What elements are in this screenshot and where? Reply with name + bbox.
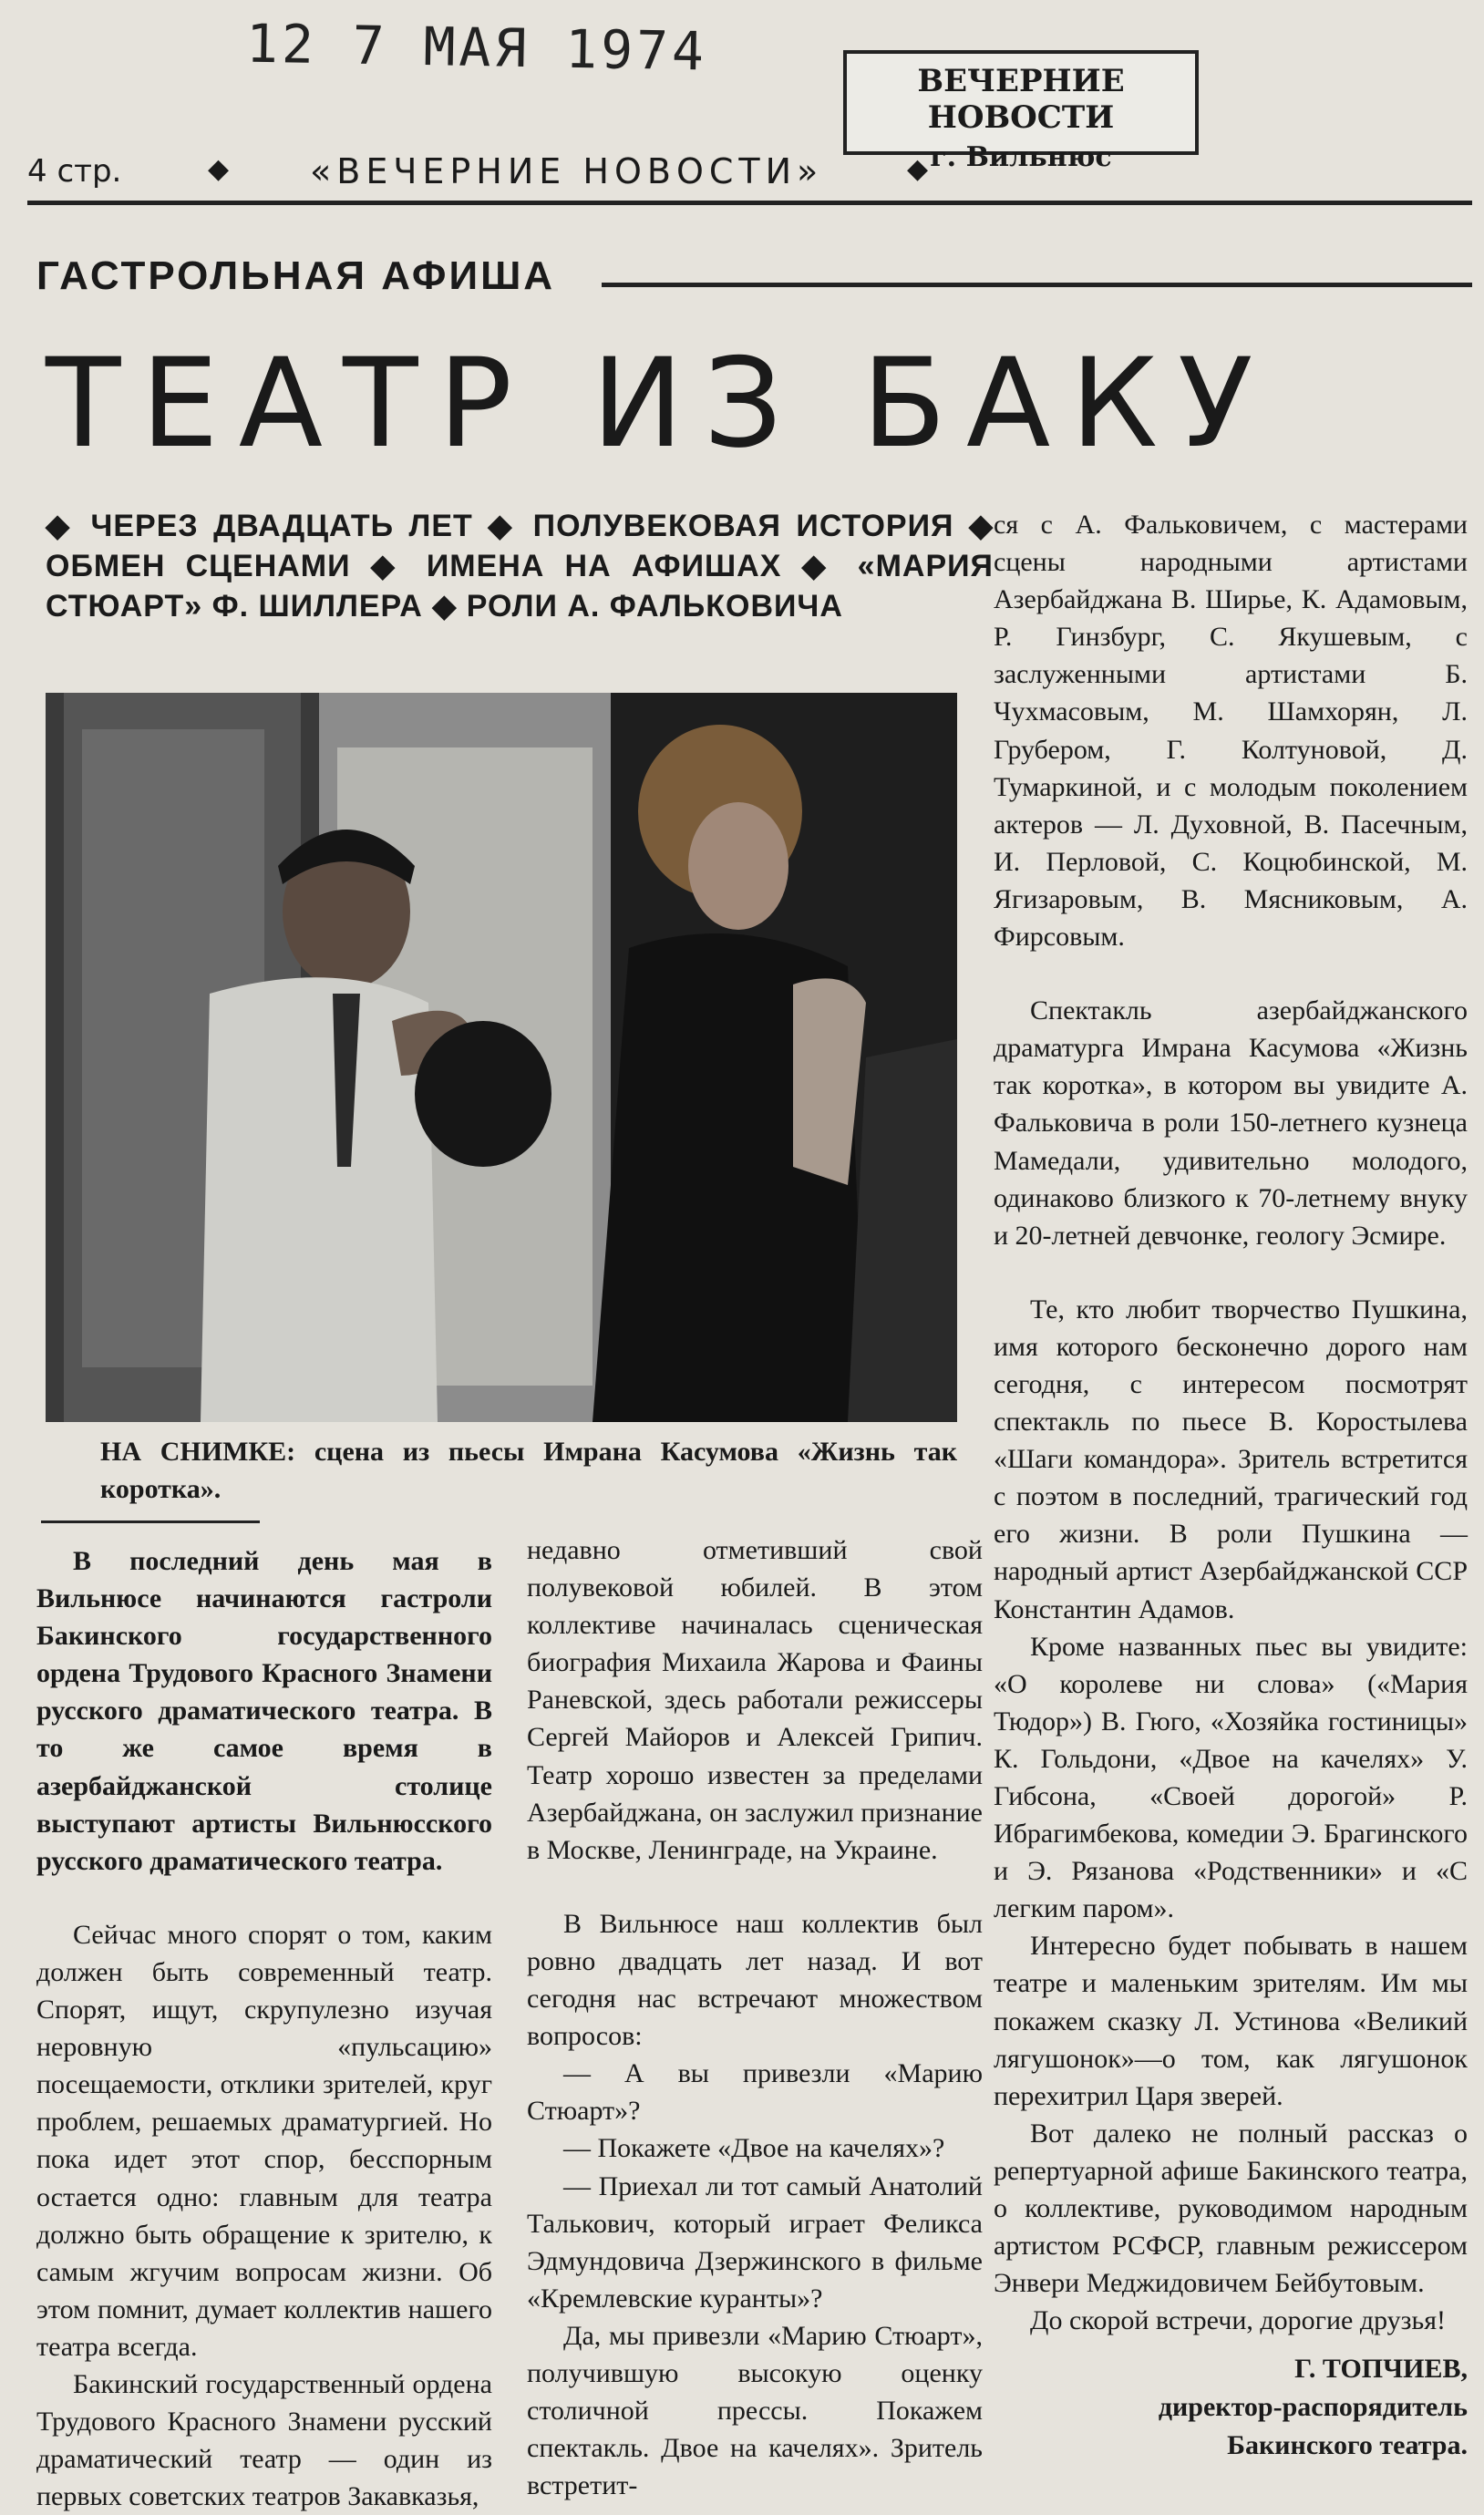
- signature-org: Бакинского театра.: [1227, 2430, 1468, 2461]
- headline: ТЕАТР ИЗ БАКУ: [46, 332, 1273, 475]
- paragraph: В Вильнюсе наш коллектив был ровно двадцать лет назад. И вот сегодня нас встречают множеством вопросов:: [527, 1908, 983, 2052]
- column-rule: [41, 1520, 260, 1523]
- date-stamp: 12 7 МАЯ 1974: [245, 12, 708, 83]
- stamp-line-1: ВЕЧЕРНИЕ НОВОСТИ: [917, 63, 1125, 136]
- article-column-right: [994, 506, 1468, 2465]
- signature-title: директор-распорядитель: [1158, 2392, 1468, 2423]
- signature: [994, 2350, 1468, 2465]
- paragraph: До скорой встречи, дорогие друзья!: [1030, 2305, 1447, 2336]
- signature-name: Г. ТОПЧИЕВ,: [1294, 2354, 1468, 2385]
- subheads: ◆ ЧЕРЕЗ ДВАДЦАТЬ ЛЕТ ◆ ПОЛУВЕКОВАЯ ИСТОРИЯ ◆ ОБМЕН СЦЕНАМИ ◆ ИМЕНА НА АФИШАХ ◆ «МАРИЯ СТЮАРТ» Ф. ШИЛЛЕРА ◆ РОЛИ А. ФАЛЬКОВИЧА: [46, 509, 994, 624]
- paragraph: ся с А. Фальковичем, с мастерами сцены народными артистами Азербайджана В. Ширье, К. Адамовым, Р. Гинзбург, С. Якушевым, с заслуженными артистами Б. Чухмасовым, М. Шамхорян, Л. Грубером, Г. Колтуновой, Д. Тумаркиной, и с молодым поколением актеров — Л. Духовной, В. Пасечным, И. Перловой, С. Коцюбинской, М. Ягизаровым, В. Мясниковым, А. Фирсовым.: [994, 510, 1468, 953]
- paragraph: Интересно будет побывать в нашем театре и маленьким зрителям. Им мы покажем сказку Л. Устинова «Великий лягушонок»—о том, как лягушонок перехитрил Царя зверей.: [994, 1931, 1468, 2111]
- article-column-middle: [527, 1531, 983, 2504]
- lead-paragraph: В последний день мая в Вильнюсе начинаются гастроли Бакинского государственного ордена Трудового Красного Знамени русского драматического театра. В то же самое время в азербайджанской столице выступают артисты Вильнюсского русского драматического театра.: [36, 1546, 492, 1876]
- diamond-icon: ◆: [208, 153, 230, 185]
- stage-photo: [46, 693, 957, 1422]
- paragraph: Бакинский государственный ордена Трудового Красного Знамени русский драматический театр — один из первых советских театров Закавказья,: [36, 2368, 492, 2512]
- library-stamp: [843, 50, 1199, 173]
- paragraph: Сейчас много спорят о том, каким должен быть современный театр. Спорят, ищут, скрупулезно изучая неровную «пульсацию» посещаемости, отклики зрителей, круг проблем, решаемых драматургией. Но пока идет этот спор, бесспорным остается одно: главным для театра должно быть обращение к зрителю, к самым жгучим вопросам жизни. Об этом помнит, думает коллектив нашего театра всегда.: [36, 1919, 492, 2362]
- diamond-icon: ◆: [907, 153, 929, 185]
- newspaper-name: «ВЕЧЕРНИЕ НОВОСТИ»: [310, 151, 824, 191]
- paragraph: Кроме названных пьес вы увидите: «О королеве ни слова» («Мария Тюдор») В. Гюго, «Хозяйка гостиницы» К. Гольдони, «Двое на качелях» У. Гибсона, «Своей дорогой» Р. Ибрагимбекова, комедии Э. Брагинского и Э. Рязанова «Родственники» и «С легким паром».: [994, 1631, 1468, 1924]
- paragraph: Те, кто любит творчество Пушкина, имя которого бесконечно дорого нам сегодня, с интересом посмотрят спектакль по пьесе В. Коростылева «Шаги командора». Зритель встретится с поэтом в последний, трагический год его жизни. В роли Пушкина — народный артист Азербайджанской ССР Константин Адамов.: [994, 1294, 1468, 1624]
- header-rule: [27, 201, 1472, 205]
- article-column-left: [36, 1542, 492, 2515]
- paragraph: — А вы привезли «Марию Стюарт»?: [527, 2058, 983, 2127]
- photo-caption: НА СНИМКЕ: сцена из пьесы Имрана Касумова «Жизнь так коротка».: [100, 1437, 957, 1504]
- paragraph: Спектакль азербайджанского драматурга Имрана Касумова «Жизнь так коротка», в котором вы увидите А. Фальковича в роли 150-летнего кузнеца Мамедали, удивительно молодого, одинаково близкого к 70-летнему внуку и 20-летней девчонке, геологу Эсмире.: [994, 995, 1468, 1251]
- paragraph: Да, мы привезли «Марию Стюарт», получившую высокую оценку столичной прессы. Покажем спектакль. Двое на качелях». Зритель встретит-: [527, 2320, 983, 2501]
- paragraph: — Приехал ли тот самый Анатолий Талькович, который играет Феликса Эдмундовича Дзержинского в фильме «Кремлевские куранты»?: [527, 2170, 983, 2314]
- paragraph: Вот далеко не полный рассказ о репертуарной афише Бакинского театра, о коллективе, руководимом народным артистом РСФСР, главным режиссером Энвери Меджидовичем Бейбутовым.: [994, 2118, 1468, 2299]
- paragraph: недавно отметивший свой полувековой юбилей. В этом коллективе начиналась сценическая биография Михаила Жарова и Фаины Раневской, здесь работали режиссеры Сергей Майоров и Алексей Грипич. Театр хорошо известен за пределами Азербайджана, он заслужил признание в Москве, Ленинграде, на Украине.: [527, 1535, 983, 1865]
- stage-photo-illustration: [46, 693, 957, 1422]
- paragraph: — Покажете «Двое на качелях»?: [563, 2133, 945, 2164]
- rubric: ГАСТРОЛЬНАЯ АФИША: [36, 253, 556, 298]
- rubric-rule: [602, 283, 1472, 287]
- page-number: 4 стр.: [27, 153, 122, 190]
- stamp-line-2: г. Вильнюс: [930, 141, 1112, 173]
